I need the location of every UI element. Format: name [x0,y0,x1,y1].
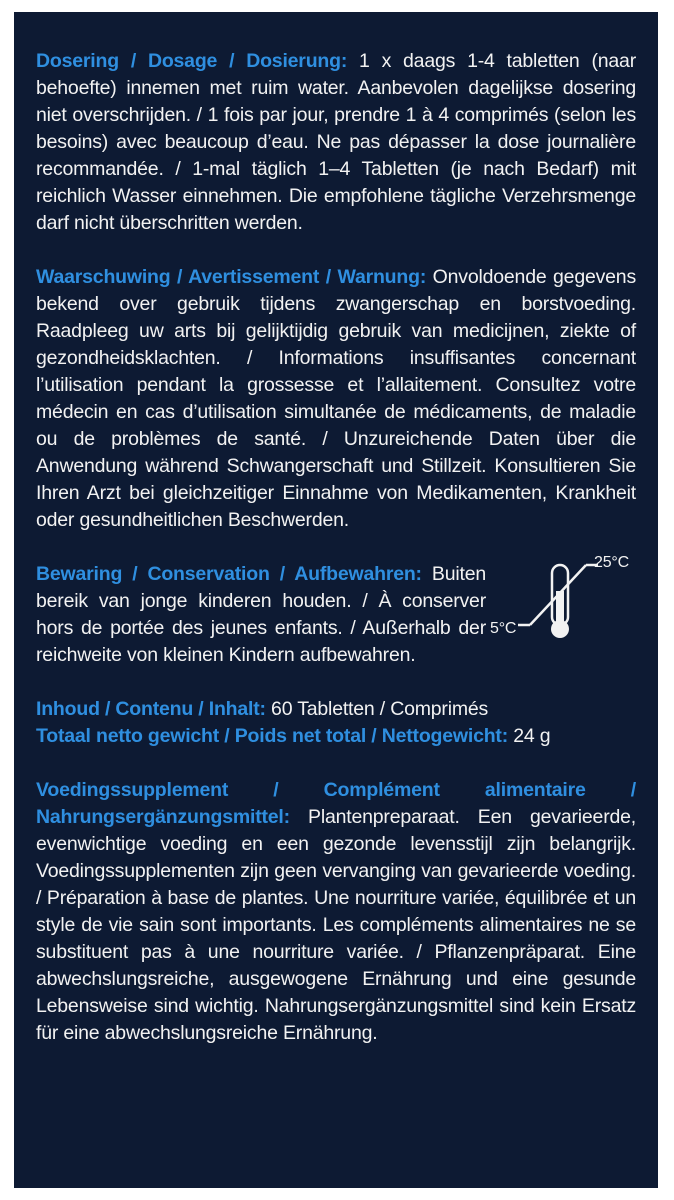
warning-section [36,264,636,534]
supplement-heading: Voedingssupplement / Complément alimentaire / Nahrungsergänzungsmittel: [36,779,636,828]
storage-heading: Bewaring / Conservation / Aufbewahren: [36,563,422,585]
thermometer-icon [486,551,636,651]
temp-max-label: 25°C [594,554,629,571]
warning-text: Onvoldoende gegevens bekend over gebruik tijdens zwangerschap en borstvoeding. Raadpleeg uw arts bij gelijktijdig gebruik van medicijnen, ziekte of gezondheidsklachten. / Informations insuffisantes concernant l’utilisation pendant la grossesse et l’allaitement. Consultez votre médecin en cas d’utilisation simultanée de médicaments, de maladie ou de problèmes de santé. / Unzureichende Daten über die Anwendung während Schwangerschaft und Stillzeit. Konsultieren Sie Ihren Arzt bei gleichzeitiger Einnahme von Medikamenten, Krankheit oder gesundheitlichen Beschwerden. [36,266,637,531]
net-weight-heading: Totaal netto gewicht / Poids net total / Nettogewicht: [36,725,509,747]
contents-text: 60 Tabletten / Comprimés [265,698,489,720]
warning-heading: Waarschuwing / Avertissement / Warnung: [36,266,427,288]
dosage-text: 1 x daags 1-4 tabletten (naar behoefte) innemen met ruim water. Aanbevolen dagelijkse dosering niet overschrijden. / 1 fois par jour, prendre 1 à 4 comprimés (selon les besoins) avec beaucoup d’eau. Ne pas dépasser la dose journalière recommandée. / 1-mal täglich 1–4 Tabletten (je nach Bedarf) mit reichlich Wasser einnehmen. Die empfohlene tägliche Verzehrsmenge darf nicht überschritten werden. [36,50,636,234]
storage-text: Buiten bereik van jonge kinderen houden. / À conserver hors de portée des jeunes enfants. / Außerhalb der reichweite von kleinen Kindern aufbewahren. [36,563,486,666]
supplement-text: Plantenpreparaat. Een gevarieerde, evenwichtige voeding en een gezonde levensstijl zijn belangrijk. Voedingssupplementen zijn geen vervanging van gevarieerde voeding. / Préparation à base de plantes. Une nourriture variée, équilibrée et un style de vie sain sont importants. Les compléments alimentaires ne se substituent pas à une nourriture variée. / Pflanzenpräparat. Eine abwechslungsreiche, ausgewogene Ernährung und eine gesunde Lebensweise sind wichtig. Nahrungsergänzungsmittel sind kein Ersatz für eine abwechslungsreiche Ernährung. [36,806,636,1044]
storage-paragraph [36,561,486,669]
dosage-section [36,48,636,237]
supplement-section [36,777,636,1047]
storage-section [36,554,636,669]
contents-heading: Inhoud / Contenu / Inhalt: [36,698,266,720]
net-weight-line [36,723,636,750]
contents-line [36,696,636,723]
dosage-heading: Dosering / Dosage / Dosierung: [36,50,348,72]
contents-section [36,696,636,750]
product-label-panel [14,12,658,1188]
temp-min-label: 5°C [490,620,517,637]
net-weight-text: 24 g [508,725,551,747]
